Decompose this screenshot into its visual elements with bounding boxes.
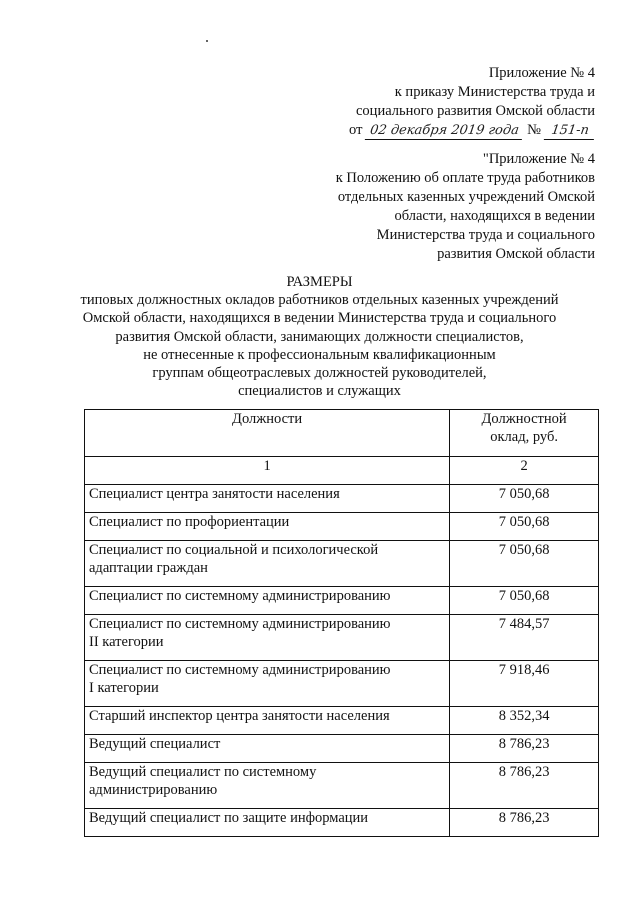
document-subtitle — [40, 291, 599, 401]
salary-cell: 7 918,46 — [450, 661, 599, 707]
position-line: Ведущий специалист по системному — [89, 764, 317, 780]
regulation-line: области, находящихся в ведении — [394, 208, 595, 224]
column-number: 1 — [85, 457, 450, 485]
regulation-line: отдельных казенных учреждений Омской — [337, 189, 595, 205]
position-cell — [85, 763, 450, 809]
subtitle-line: специалистов и служащих — [238, 383, 401, 400]
position-line: Специалист центра занятости населения — [89, 486, 340, 502]
annex-header — [255, 64, 595, 140]
salary-header-line: оклад, руб. — [490, 429, 558, 445]
column-number-row — [85, 457, 599, 485]
subtitle-line: типовых должностных окладов работников отдельных казенных учреждений — [80, 292, 559, 308]
table-row — [85, 735, 599, 763]
position-line: Специалист по системному администрированию — [89, 616, 391, 632]
position-line: Ведущий специалист по защите информации — [89, 810, 369, 826]
regulation-line: развития Омской области — [437, 246, 595, 262]
position-line: администрированию — [89, 782, 218, 798]
position-cell — [85, 615, 450, 661]
position-line: II категории — [89, 634, 164, 650]
table-row — [85, 541, 599, 587]
table-row — [85, 485, 599, 513]
subtitle-line: группам общеотраслевых должностей руководителей, — [152, 365, 487, 382]
table-row — [85, 707, 599, 735]
column-header-position: Должности — [85, 410, 450, 457]
salary-header-line: Должностной — [481, 411, 567, 427]
salary-cell: 8 786,23 — [450, 763, 599, 809]
salary-table — [84, 409, 599, 837]
position-cell — [85, 541, 450, 587]
position-line: Специалист по профориентации — [89, 514, 290, 530]
position-cell — [85, 735, 450, 763]
regulation-line: "Приложение № 4 — [482, 151, 595, 167]
salary-cell: 7 484,57 — [450, 615, 599, 661]
annex-ministry-line: социального развития Омской области — [356, 103, 595, 119]
table-row — [85, 809, 599, 837]
salary-cell: 7 050,68 — [450, 513, 599, 541]
salary-cell: 7 050,68 — [450, 587, 599, 615]
annex-order-line: к приказу Министерства труда и — [394, 84, 595, 100]
annex-title: Приложение № 4 — [488, 65, 595, 81]
subtitle-line: не отнесенные к профессиональным квалификационным — [143, 346, 496, 363]
position-cell — [85, 809, 450, 837]
position-cell — [85, 513, 450, 541]
table-row — [85, 513, 599, 541]
position-line: Ведущий специалист — [89, 736, 221, 752]
position-cell — [85, 707, 450, 735]
position-line: Старший инспектор центра занятости населения — [89, 708, 390, 724]
position-cell — [85, 485, 450, 513]
salary-cell: 7 050,68 — [450, 485, 599, 513]
column-number: 2 — [450, 457, 599, 485]
number-label: № — [527, 122, 541, 138]
table-row — [85, 763, 599, 809]
regulation-annex-note — [295, 150, 595, 264]
scan-speck — [206, 40, 208, 42]
salary-cell: 7 050,68 — [450, 541, 599, 587]
handwritten-number: 151-п — [544, 123, 596, 140]
regulation-line: Министерства труда и социального — [376, 227, 595, 243]
document-title: РАЗМЕРЫ — [286, 274, 353, 290]
position-line: Специалист по системному администрированию — [89, 588, 391, 604]
table-row — [85, 615, 599, 661]
column-header-salary — [450, 410, 599, 457]
position-line: Специалист по социальной и психологической — [89, 542, 379, 558]
position-line: Специалист по системному администрированию — [89, 662, 391, 678]
from-label: от — [349, 122, 363, 138]
position-line: I категории — [89, 680, 159, 696]
table-row — [85, 587, 599, 615]
subtitle-line: Омской области, находящихся в ведении Министерства труда и социального — [82, 310, 557, 327]
table-row — [85, 661, 599, 707]
salary-cell: 8 786,23 — [450, 809, 599, 837]
position-cell — [85, 661, 450, 707]
salary-cell: 8 352,34 — [450, 707, 599, 735]
position-cell — [85, 587, 450, 615]
position-line: адаптации граждан — [89, 560, 208, 576]
subtitle-line: развития Омской области, занимающих должности специалистов, — [115, 328, 524, 345]
handwritten-date: 02 декабря 2019 года — [365, 123, 524, 140]
regulation-line: к Положению об оплате труда работников — [335, 170, 595, 186]
salary-cell: 8 786,23 — [450, 735, 599, 763]
table-header-row — [85, 410, 599, 457]
order-date-number-line — [255, 121, 595, 140]
